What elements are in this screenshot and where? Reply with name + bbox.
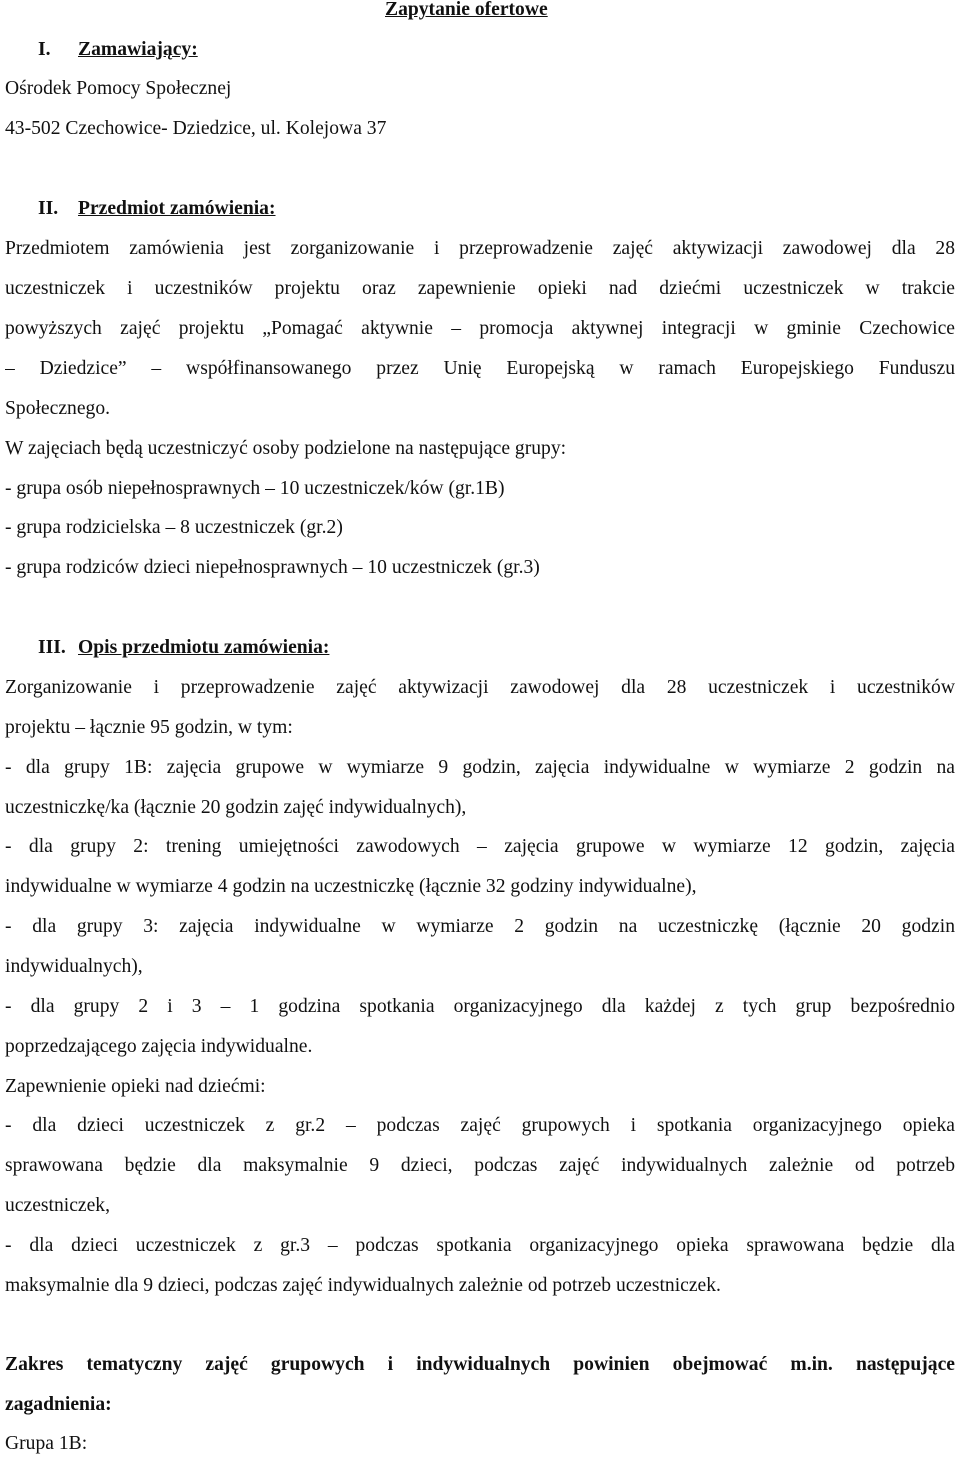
section-3-line: - dla grupy 2: trening umiejętności zawodowych – zajęcia grupowe w wymiarze 12 godzin, zajęcia — [5, 836, 955, 857]
section-3-line: maksymalnie dla 9 dzieci, podczas zajęć indywidualnych zależnie od potrzeb uczestniczek. — [5, 1275, 721, 1296]
section-1-line: 43-502 Czechowice- Dziedzice, ul. Kolejowa 37 — [5, 118, 387, 139]
document-title: Zapytanie ofertowe — [385, 0, 548, 20]
section-2-line: Społecznego. — [5, 398, 111, 419]
section-3-line: - dla dzieci uczestniczek z gr.3 – podczas spotkania organizacyjnego opieka sprawowana będzie dla — [5, 1235, 955, 1256]
section-2-line: - grupa rodziców dzieci niepełnosprawnych – 10 uczestniczek (gr.3) — [5, 557, 540, 578]
scope-heading-line: Zakres tematyczny zajęć grupowych i indywidualnych powinien obejmować m.in. następujące — [5, 1354, 955, 1375]
section-3-line: indywidualne w wymiarze 4 godzin na uczestniczkę (łącznie 32 godziny indywidualne), — [5, 876, 697, 897]
section-2-line: – Dziedzice” – współfinansowanego przez Unię Europejską w ramach Europejskiego Funduszu — [5, 358, 955, 379]
section-1-line: Ośrodek Pomocy Społecznej — [5, 78, 232, 99]
section-3-line: projektu – łącznie 95 godzin, w tym: — [5, 717, 293, 738]
scope-heading-line: zagadnienia: — [5, 1394, 112, 1415]
section-2-heading — [38, 197, 960, 221]
section-3-line: poprzedzającego zajęcia indywidualne. — [5, 1036, 313, 1057]
section-3-title: Opis przedmiotu zamówienia: — [78, 637, 330, 658]
section-3-heading — [38, 636, 960, 660]
section-2-line: powyższych zajęć projektu „Pomagać aktywnie – promocja aktywnej integracji w gminie Czechowice — [5, 318, 955, 339]
section-3-number: III. — [38, 637, 66, 658]
section-3-line: sprawowana będzie dla maksymalnie 9 dzieci, podczas zajęć indywidualnych zależnie od potrzeb — [5, 1155, 955, 1176]
section-2-line: W zajęciach będą uczestniczyć osoby podzielone na następujące grupy: — [5, 438, 567, 459]
section-2-line: - grupa rodzicielska – 8 uczestniczek (gr.2) — [5, 517, 343, 538]
section-3-line: uczestniczkę/ka (łącznie 20 godzin zajęć indywidualnych), — [5, 797, 467, 818]
section-2-line: uczestniczek i uczestników projektu oraz zapewnienie opieki nad dziećmi uczestniczek w trakcie — [5, 278, 955, 299]
section-3-line: indywidualnych), — [5, 956, 143, 977]
section-3-line: - dla dzieci uczestniczek z gr.2 – podczas zajęć grupowych i spotkania organizacyjnego opieka — [5, 1115, 955, 1136]
section-3-line: Zorganizowanie i przeprowadzenie zajęć aktywizacji zawodowej dla 28 uczestniczek i uczestników — [5, 677, 955, 698]
section-2-line: - grupa osób niepełnosprawnych – 10 uczestniczek/ków (gr.1B) — [5, 478, 505, 499]
section-1-heading — [38, 38, 960, 62]
section-2-line: Przedmiotem zamówienia jest zorganizowanie i przeprowadzenie zajęć aktywizacji zawodowej dla 28 — [5, 238, 955, 259]
section-3-line: Zapewnienie opieki nad dziećmi: — [5, 1076, 266, 1097]
group-label: Grupa 1B: — [5, 1433, 88, 1454]
section-2-number: II. — [38, 198, 59, 219]
section-2-title: Przedmiot zamówienia: — [78, 198, 276, 219]
section-1-number: I. — [38, 39, 51, 60]
section-1-title: Zamawiający: — [78, 39, 198, 60]
section-3-line: - dla grupy 1B: zajęcia grupowe w wymiarze 9 godzin, zajęcia indywidualne w wymiarze 2 godzin na — [5, 757, 955, 778]
section-3-line: uczestniczek, — [5, 1195, 110, 1216]
section-3-line: - dla grupy 2 i 3 – 1 godzina spotkania organizacyjnego dla każdej z tych grup bezpośrednio — [5, 996, 955, 1017]
section-3-line: - dla grupy 3: zajęcia indywidualne w wymiarze 2 godzin na uczestniczkę (łącznie 20 godzin — [5, 916, 955, 937]
